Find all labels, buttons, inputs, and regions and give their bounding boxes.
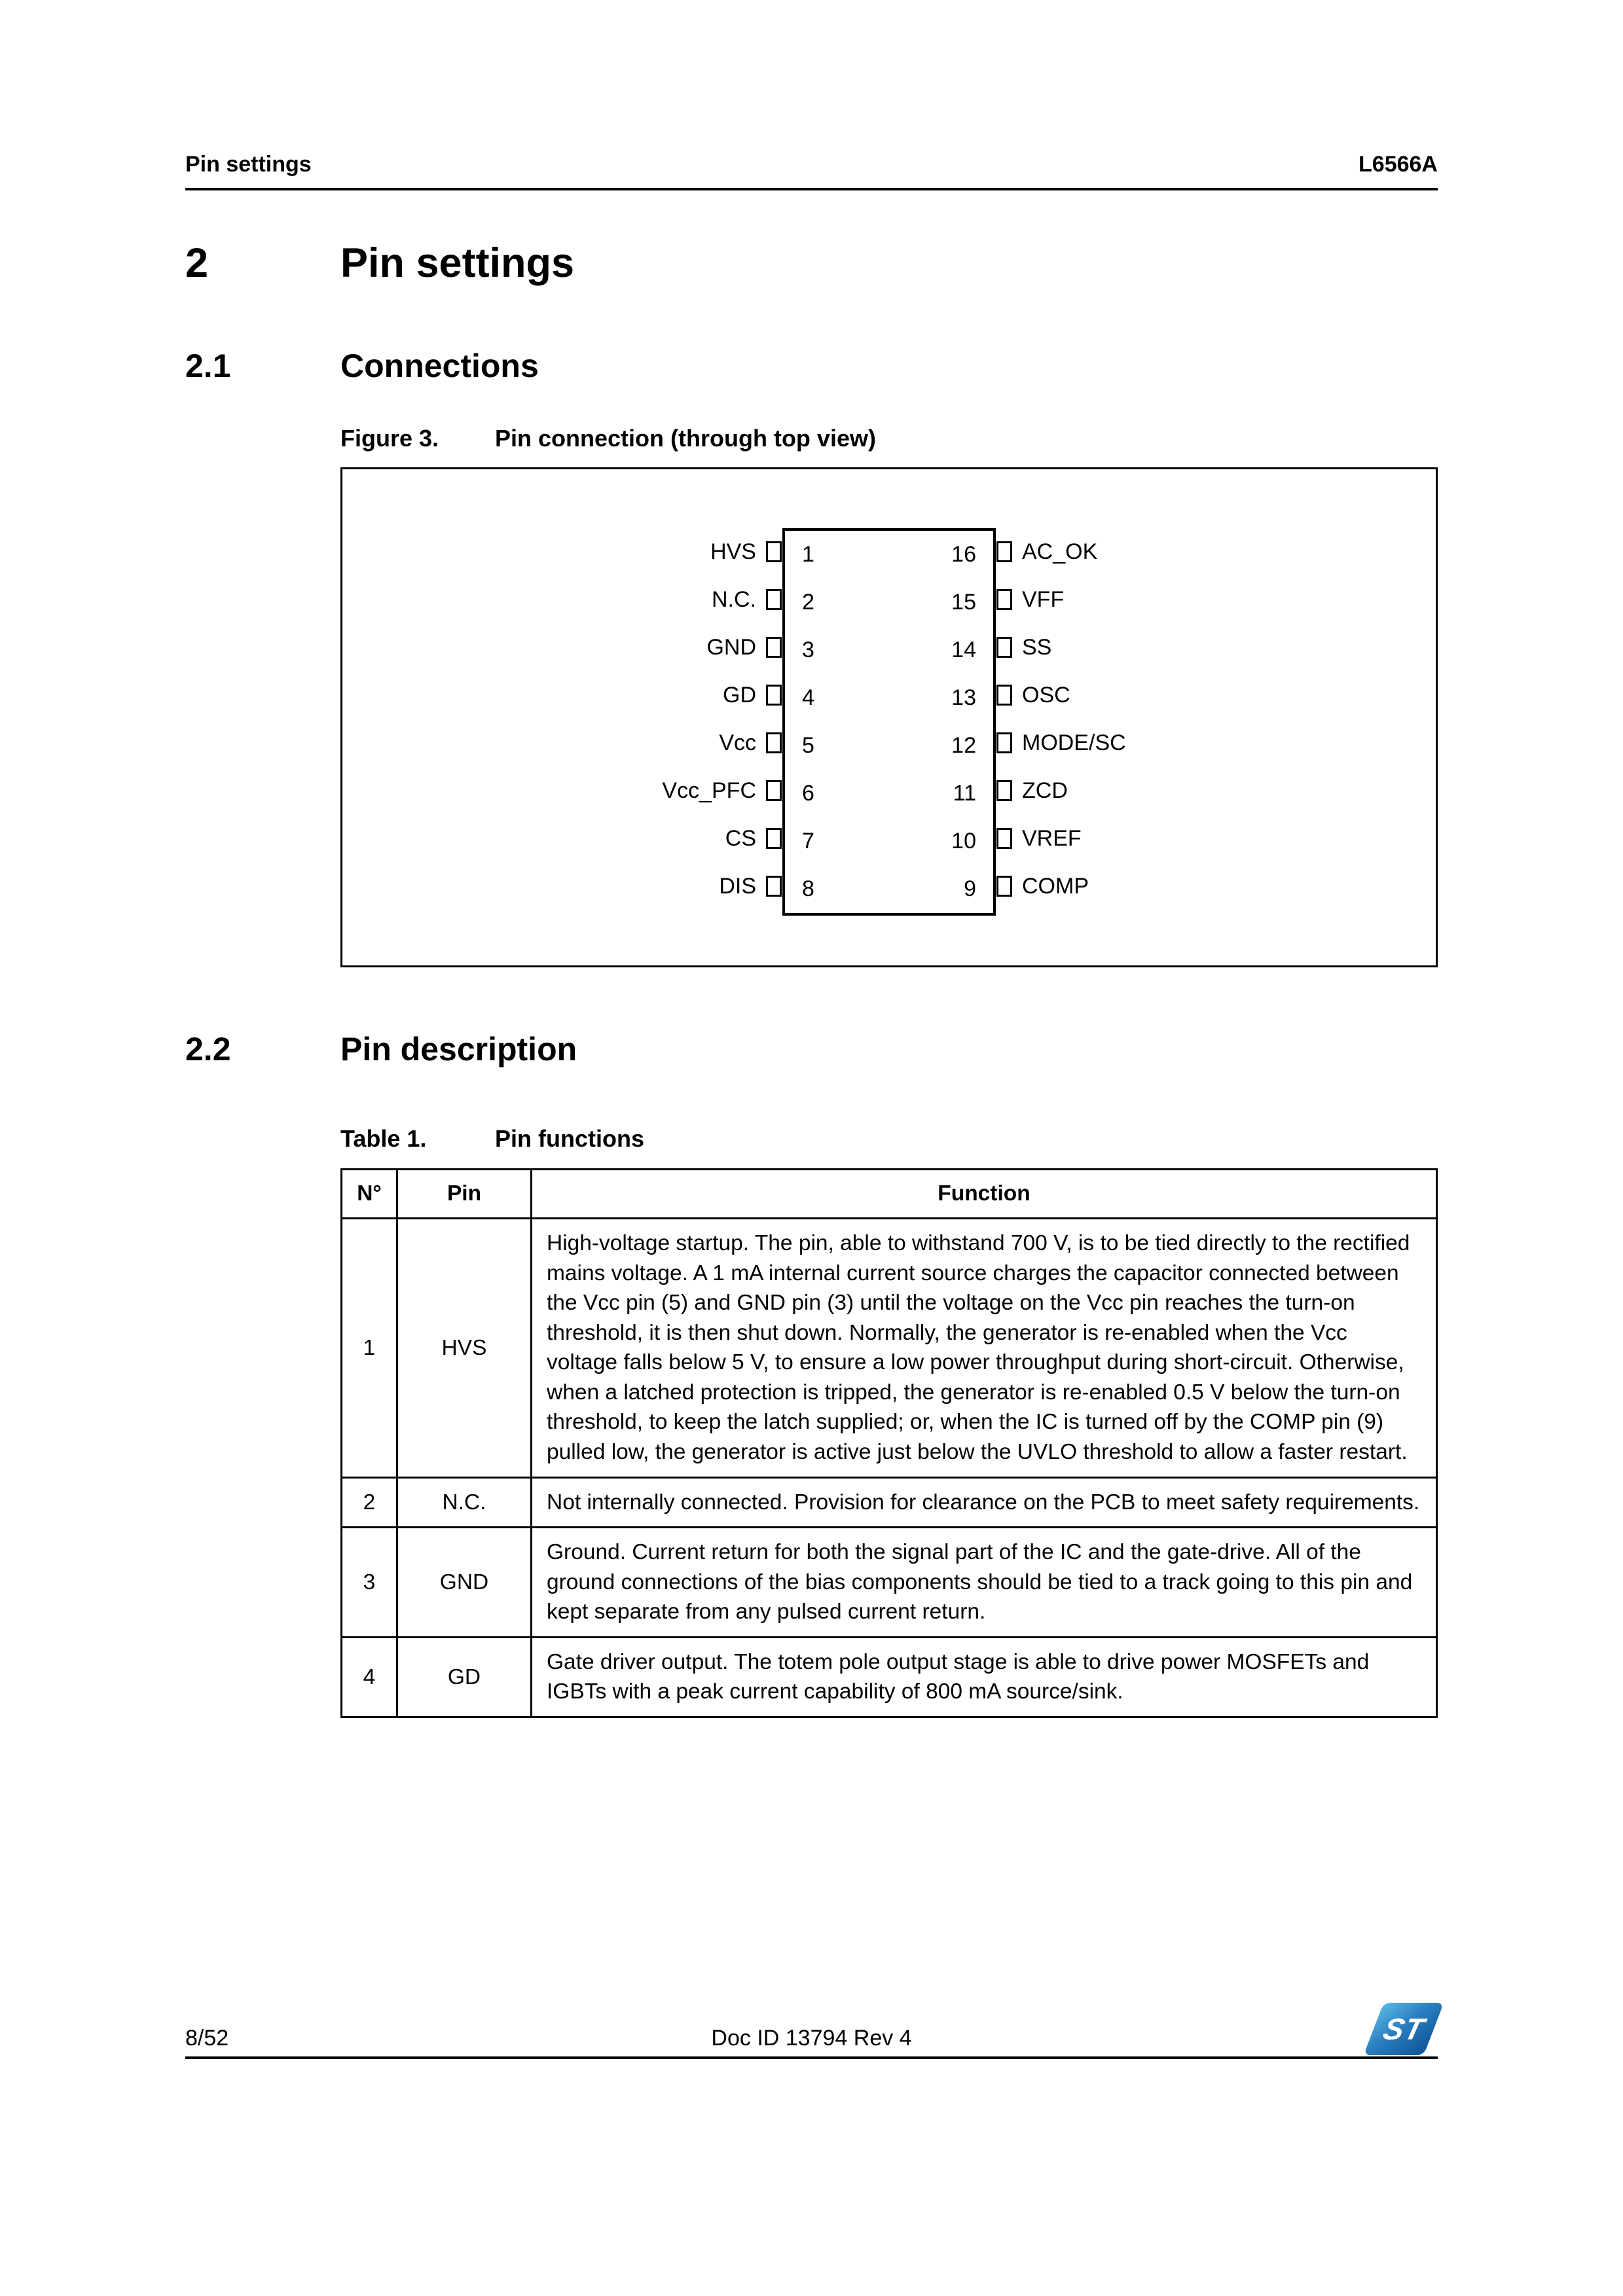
pin-label-left: N.C. <box>712 586 756 612</box>
pin-label-right: AC_OK <box>1022 539 1098 564</box>
cell-pin-function: High-voltage startup. The pin, able to withstand 700 V, is to be tied directly to the rectified mains voltage. A 1 mA internal current source charges the capacitor connected between the Vcc pin (5) and GND pin (3) until the voltage on the Vcc pin reaches the turn-on threshold, it is then shut down. Normally, the generator is re-enabled when the Vcc voltage falls below 5 V, to ensure a low power throughput during short-circuit. Otherwise, when a latched protection is tripped, the generator is re-enabled 0.5 V below the turn-on threshold, to keep the latch supplied; or, when the IC is turned off by the COMP pin (9) pulled low, the generator is active just below the UVLO threshold to allow a faster restart. <box>532 1219 1437 1477</box>
cell-pin-number: 3 <box>342 1528 397 1638</box>
pin-number-left: 1 <box>802 541 814 567</box>
cell-pin-name: GND <box>397 1528 532 1638</box>
pin-number-right: 16 <box>951 541 976 567</box>
pin-lead-icon <box>766 828 782 849</box>
pin-label-left: Vcc <box>719 730 756 755</box>
ic-package-body <box>782 528 996 916</box>
section-number: 2 <box>185 240 209 286</box>
section-heading-2-2 <box>185 1030 1438 1067</box>
pin-leads-left <box>765 528 782 916</box>
pin-lead-icon <box>766 780 782 801</box>
table-header-function: Function <box>532 1170 1437 1219</box>
pin-number-left: 2 <box>802 589 814 615</box>
figure-frame <box>340 467 1438 967</box>
pin-number-right: 9 <box>964 876 976 901</box>
pin-diagram <box>359 528 1419 916</box>
table-row <box>342 1528 1437 1638</box>
pin-label-left: DIS <box>719 873 756 899</box>
pin-label-right: ZCD <box>1022 778 1068 803</box>
pin-lead-icon <box>996 589 1012 610</box>
table-row <box>342 1637 1437 1717</box>
pin-label-right: VREF <box>1022 825 1082 851</box>
pin-lead-icon <box>996 876 1012 897</box>
section-heading-2 <box>185 240 1438 286</box>
pin-lead-icon <box>996 828 1012 849</box>
figure-caption <box>340 425 1438 452</box>
table-label: Table 1. <box>340 1124 427 1152</box>
pin-label-left: HVS <box>710 539 756 564</box>
pin-label-left: GD <box>723 682 756 708</box>
header-chapter-title: Pin settings <box>185 152 312 177</box>
cell-pin-number: 4 <box>342 1637 397 1717</box>
pin-number-right: 15 <box>951 589 976 615</box>
pin-lead-icon <box>996 732 1012 753</box>
pin-number-left: 8 <box>802 876 814 901</box>
pin-label-right: VFF <box>1022 586 1065 612</box>
pin-leads-right <box>996 528 1013 916</box>
footer-doc-id: Doc ID 13794 Rev 4 <box>711 2026 912 2051</box>
pin-lead-icon <box>996 780 1012 801</box>
pin-number-right: 13 <box>951 685 976 710</box>
table-header-row <box>342 1170 1437 1219</box>
pin-label-left: CS <box>725 825 756 851</box>
cell-pin-function: Not internally connected. Provision for clearance on the PCB to meet safety requirements. <box>532 1477 1437 1528</box>
pin-number-left: 7 <box>802 828 814 853</box>
pin-label-right: MODE/SC <box>1022 730 1126 755</box>
st-logo-text: ST <box>1379 2012 1428 2046</box>
cell-pin-number: 2 <box>342 1477 397 1528</box>
pin-label-left: Vcc_PFC <box>662 778 756 803</box>
pin-label-right: OSC <box>1022 682 1070 708</box>
pin-number-right: 10 <box>951 828 976 853</box>
cell-pin-function: Ground. Current return for both the signal part of the IC and the gate-drive. All of the ground connections of the bias components should be tied to a track going to this pin and kept separate from any pulsed current return. <box>532 1528 1437 1638</box>
st-logo-icon <box>1364 2003 1444 2055</box>
table-header-n: N° <box>342 1170 397 1219</box>
figure-title: Pin connection (through top view) <box>495 425 876 452</box>
pin-number-left: 5 <box>802 732 814 758</box>
pin-number-left: 6 <box>802 780 814 806</box>
pin-number-right: 11 <box>953 780 976 806</box>
table-caption <box>340 1126 1438 1152</box>
pin-label-right: SS <box>1022 634 1052 660</box>
table-row <box>342 1219 1437 1477</box>
pin-number-left: 4 <box>802 685 814 710</box>
figure-label: Figure 3. <box>340 425 439 452</box>
pin-number-right: 12 <box>951 732 976 758</box>
section-heading-2-1 <box>185 350 1438 382</box>
pin-lead-icon <box>766 637 782 658</box>
pin-label-right: COMP <box>1022 873 1089 899</box>
cell-pin-number: 1 <box>342 1219 397 1477</box>
page-footer <box>185 1988 1438 2059</box>
footer-page-number: 8/52 <box>185 2026 229 2051</box>
pin-labels-left <box>359 528 765 916</box>
page-header <box>185 152 1438 190</box>
cell-pin-name: GD <box>397 1637 532 1717</box>
pin-labels-right <box>1013 528 1419 916</box>
pin-lead-icon <box>766 685 782 706</box>
pin-lead-icon <box>996 685 1012 706</box>
section-title: Connections <box>340 348 539 384</box>
section-number: 2.1 <box>185 348 231 384</box>
table-title: Pin functions <box>495 1124 644 1152</box>
cell-pin-name: N.C. <box>397 1477 532 1528</box>
cell-pin-name: HVS <box>397 1219 532 1477</box>
section-number: 2.2 <box>185 1030 231 1067</box>
pin-number-right: 14 <box>951 637 976 662</box>
pin-lead-icon <box>766 541 782 562</box>
pin-number-left: 3 <box>802 637 814 662</box>
pin-lead-icon <box>766 589 782 610</box>
pin-functions-table <box>340 1168 1438 1718</box>
pin-lead-icon <box>766 732 782 753</box>
section-title: Pin description <box>340 1030 577 1067</box>
pin-lead-icon <box>766 876 782 897</box>
cell-pin-function: Gate driver output. The totem pole output stage is able to drive power MOSFETs and IGBTs with a peak current capability of 800 mA source/sink. <box>532 1637 1437 1717</box>
pin-lead-icon <box>996 637 1012 658</box>
header-part-number: L6566A <box>1359 152 1438 177</box>
pin-label-left: GND <box>706 634 756 660</box>
table-header-pin: Pin <box>397 1170 532 1219</box>
table-row <box>342 1477 1437 1528</box>
section-title: Pin settings <box>340 240 575 286</box>
pin-lead-icon <box>996 541 1012 562</box>
